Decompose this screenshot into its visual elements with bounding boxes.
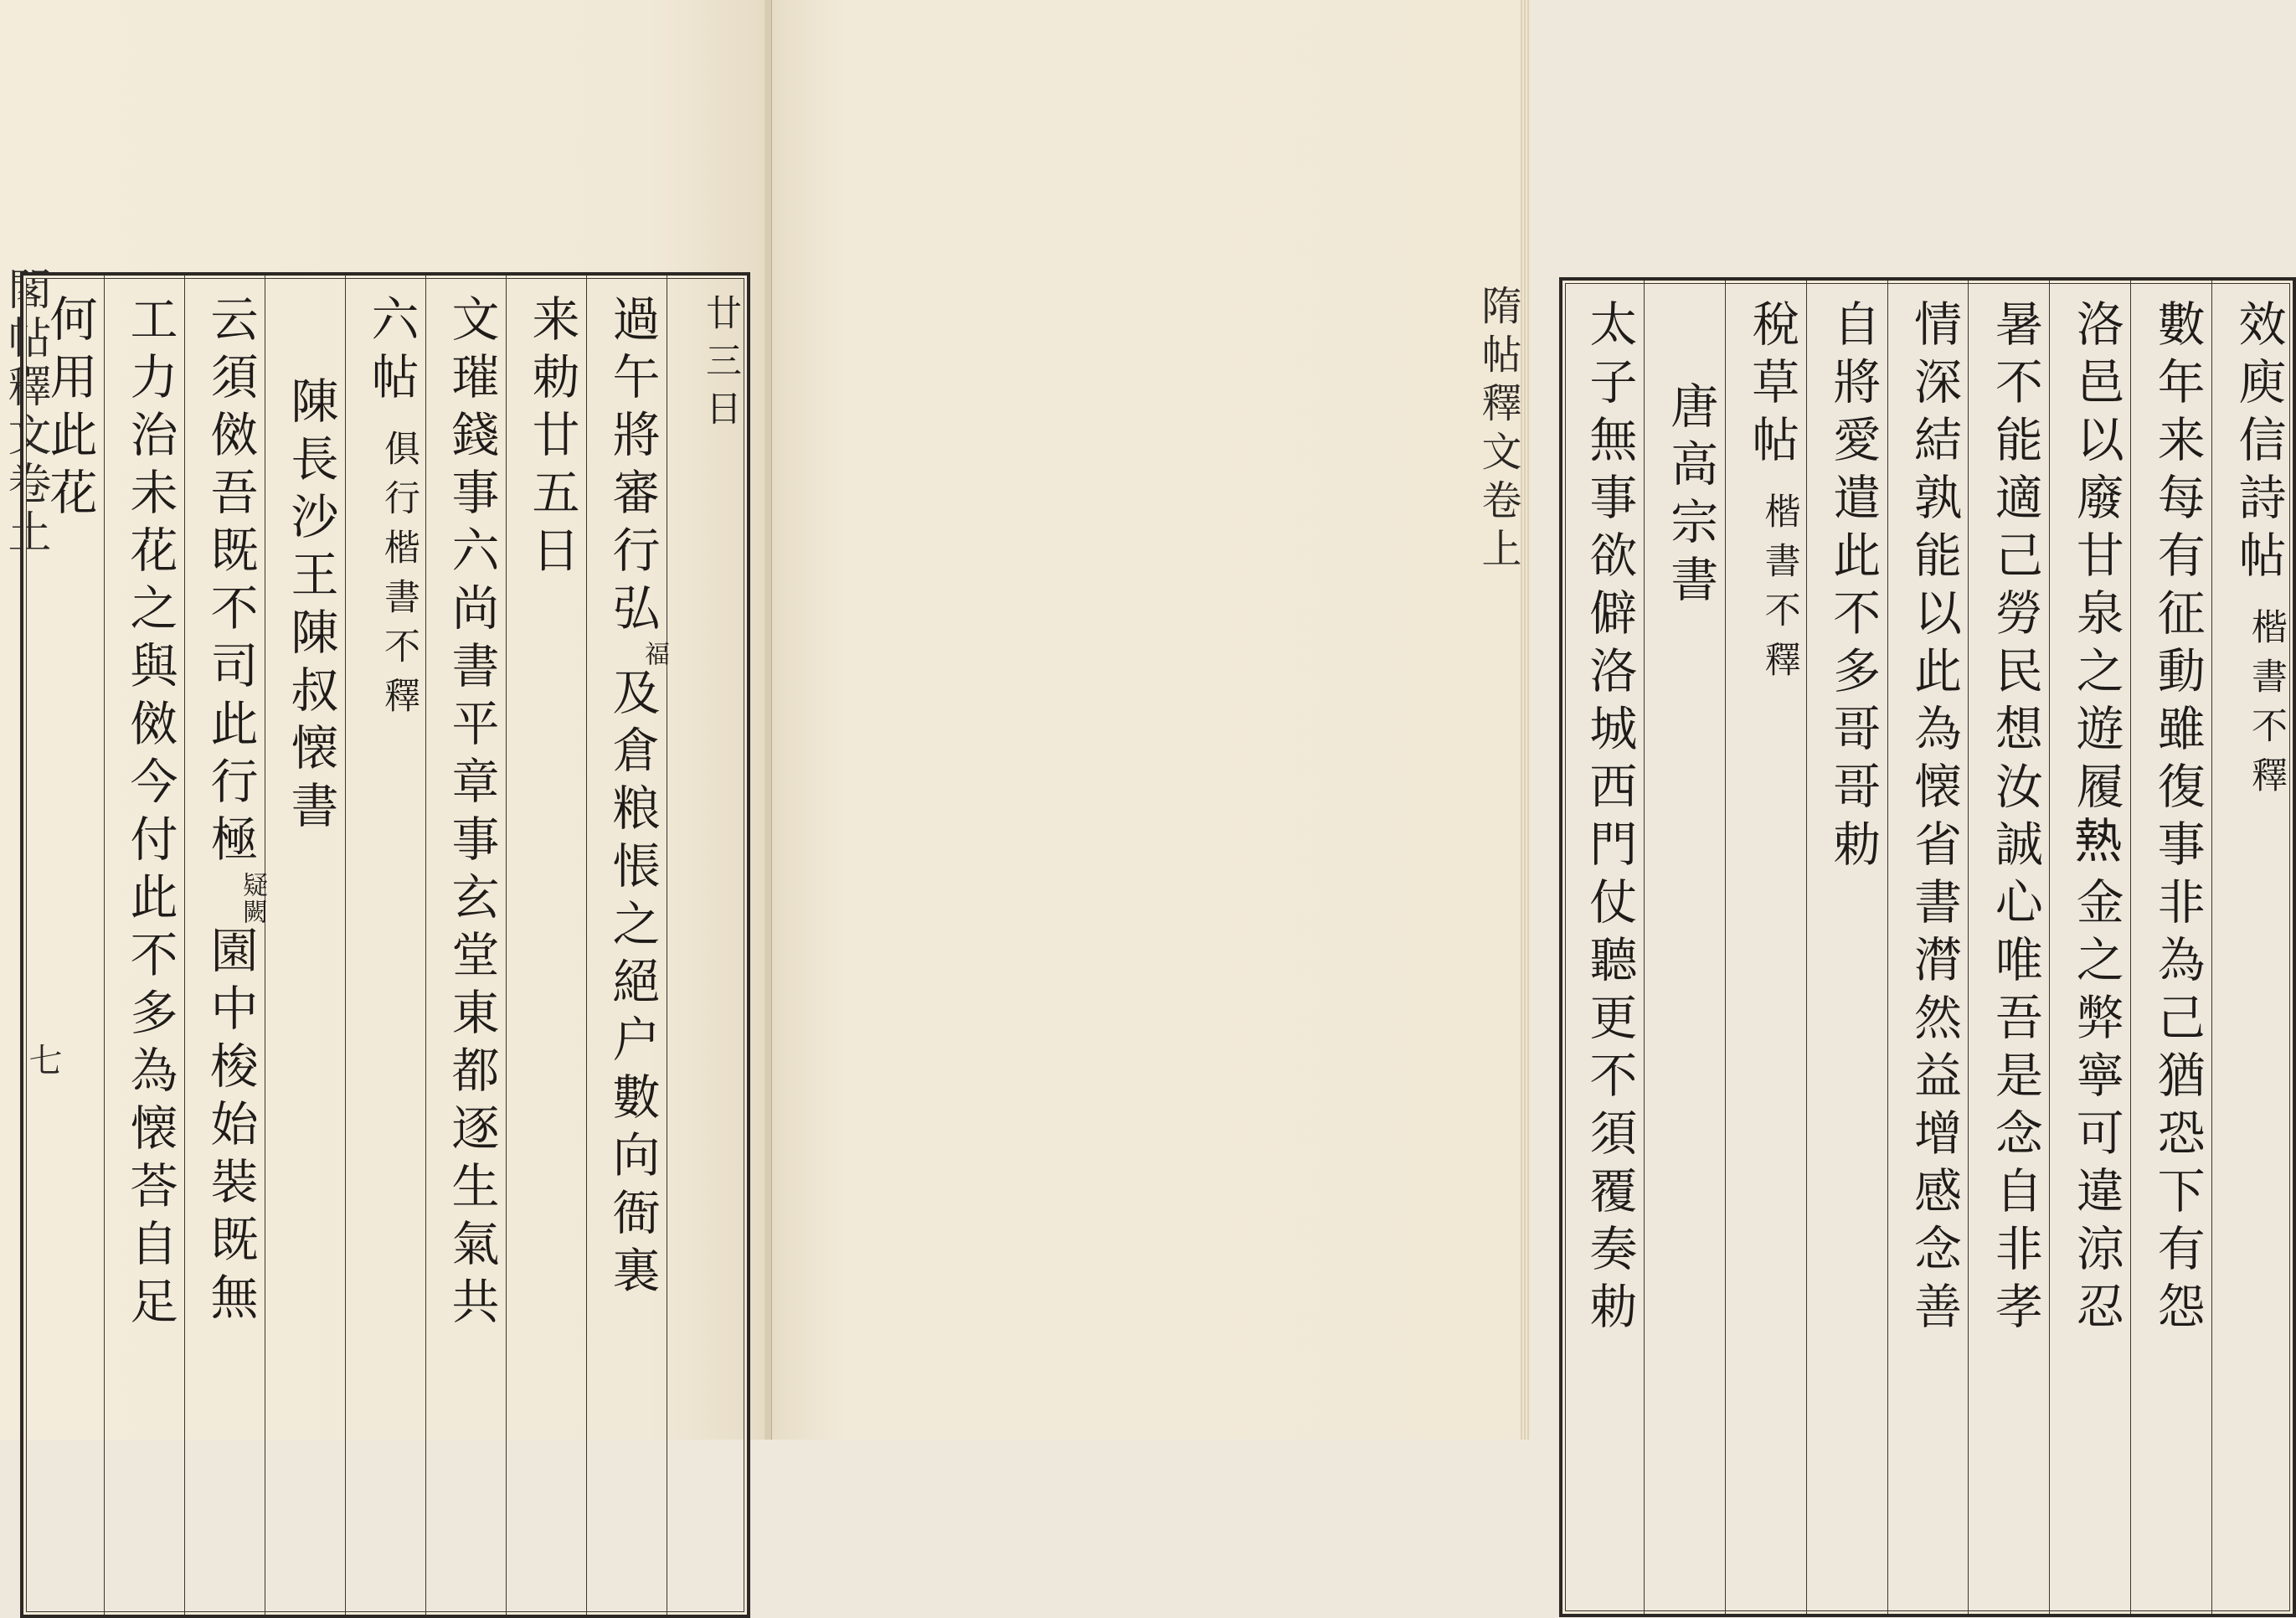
text-column: [104, 276, 184, 1615]
column-text: 效庾信詩帖: [2231, 299, 2286, 588]
column-text: 太子無事欲僻洛城西門仗聽更不須覆奏勅: [1581, 299, 1637, 1339]
text-column: [2049, 281, 2130, 1614]
column-text-continued: 楷書不釋: [1758, 492, 1801, 690]
column-text: 暑不能適己勞民想汝誠心唯吾是念自非孝: [1987, 299, 2043, 1339]
text-column: [1725, 281, 1806, 1614]
text-column: [506, 276, 586, 1615]
folio-number: 七: [23, 1043, 62, 1076]
text-column: [1644, 281, 1725, 1614]
interlinear-note: 疑闕: [238, 872, 267, 925]
right-page: [771, 0, 2288, 1440]
text-column: [265, 276, 345, 1615]
column-text: 洛邑以廢甘泉之遊履𤍠金之弊寧可違涼忍: [2068, 299, 2124, 1339]
right-text-frame: [1559, 277, 2296, 1617]
text-column: [23, 276, 104, 1615]
column-text: 何用此花: [42, 294, 97, 525]
text-column: [586, 276, 667, 1615]
column-text-continued: 楷書不釋: [2246, 608, 2288, 806]
column-text: 過午將審行弘: [605, 294, 660, 641]
column-text-continued: 及倉粮悵之絕户數向衙裏: [605, 667, 660, 1303]
column-text: 稅草帖: [1743, 299, 1799, 472]
text-column: [1887, 281, 1969, 1614]
text-column: [1562, 281, 1644, 1614]
text-column: [1806, 281, 1887, 1614]
column-text: 文璀錢事六尚書平章事玄堂東都逐生氣共: [444, 294, 499, 1334]
column-text: 陳長沙王陳叔懐書: [283, 376, 338, 838]
column-text: 情深結孰能以此為懐省書潸然益增感念善: [1906, 299, 1962, 1339]
column-text-continued: 園中梭始裝既無: [203, 925, 258, 1330]
left-page: [0, 0, 765, 1440]
column-text-continued: 俱行楷書不釋: [378, 430, 420, 726]
text-column: [184, 276, 265, 1615]
running-head: 隋帖釋文卷上: [1475, 285, 1521, 576]
text-column: [2130, 281, 2211, 1614]
text-column: [667, 276, 747, 1615]
column-text: 唐高宗書: [1662, 381, 1718, 612]
column-text: 六帖: [363, 294, 419, 410]
column-text: 工力治未花之與傚今付此不多為懐荅自足: [122, 294, 178, 1334]
text-column: [345, 276, 425, 1615]
text-column: [425, 276, 506, 1615]
interlinear-note: 福: [640, 641, 669, 667]
column-text: 廿三日: [700, 294, 742, 437]
column-text: 云須傚吾既不司此行極: [203, 294, 258, 872]
text-column: [1968, 281, 2049, 1614]
gutter: [764, 0, 771, 1440]
margin-title: 閣帖釋文卷土: [0, 266, 50, 558]
column-text: 數年来每有征動雖復事非為己猶恐下有怨: [2149, 299, 2206, 1339]
column-text: 自將愛遣此不多哥哥勅: [1825, 299, 1881, 877]
text-column: [2211, 281, 2293, 1614]
column-text: 来勅廿五日: [524, 294, 579, 583]
left-text-frame: [20, 272, 750, 1618]
